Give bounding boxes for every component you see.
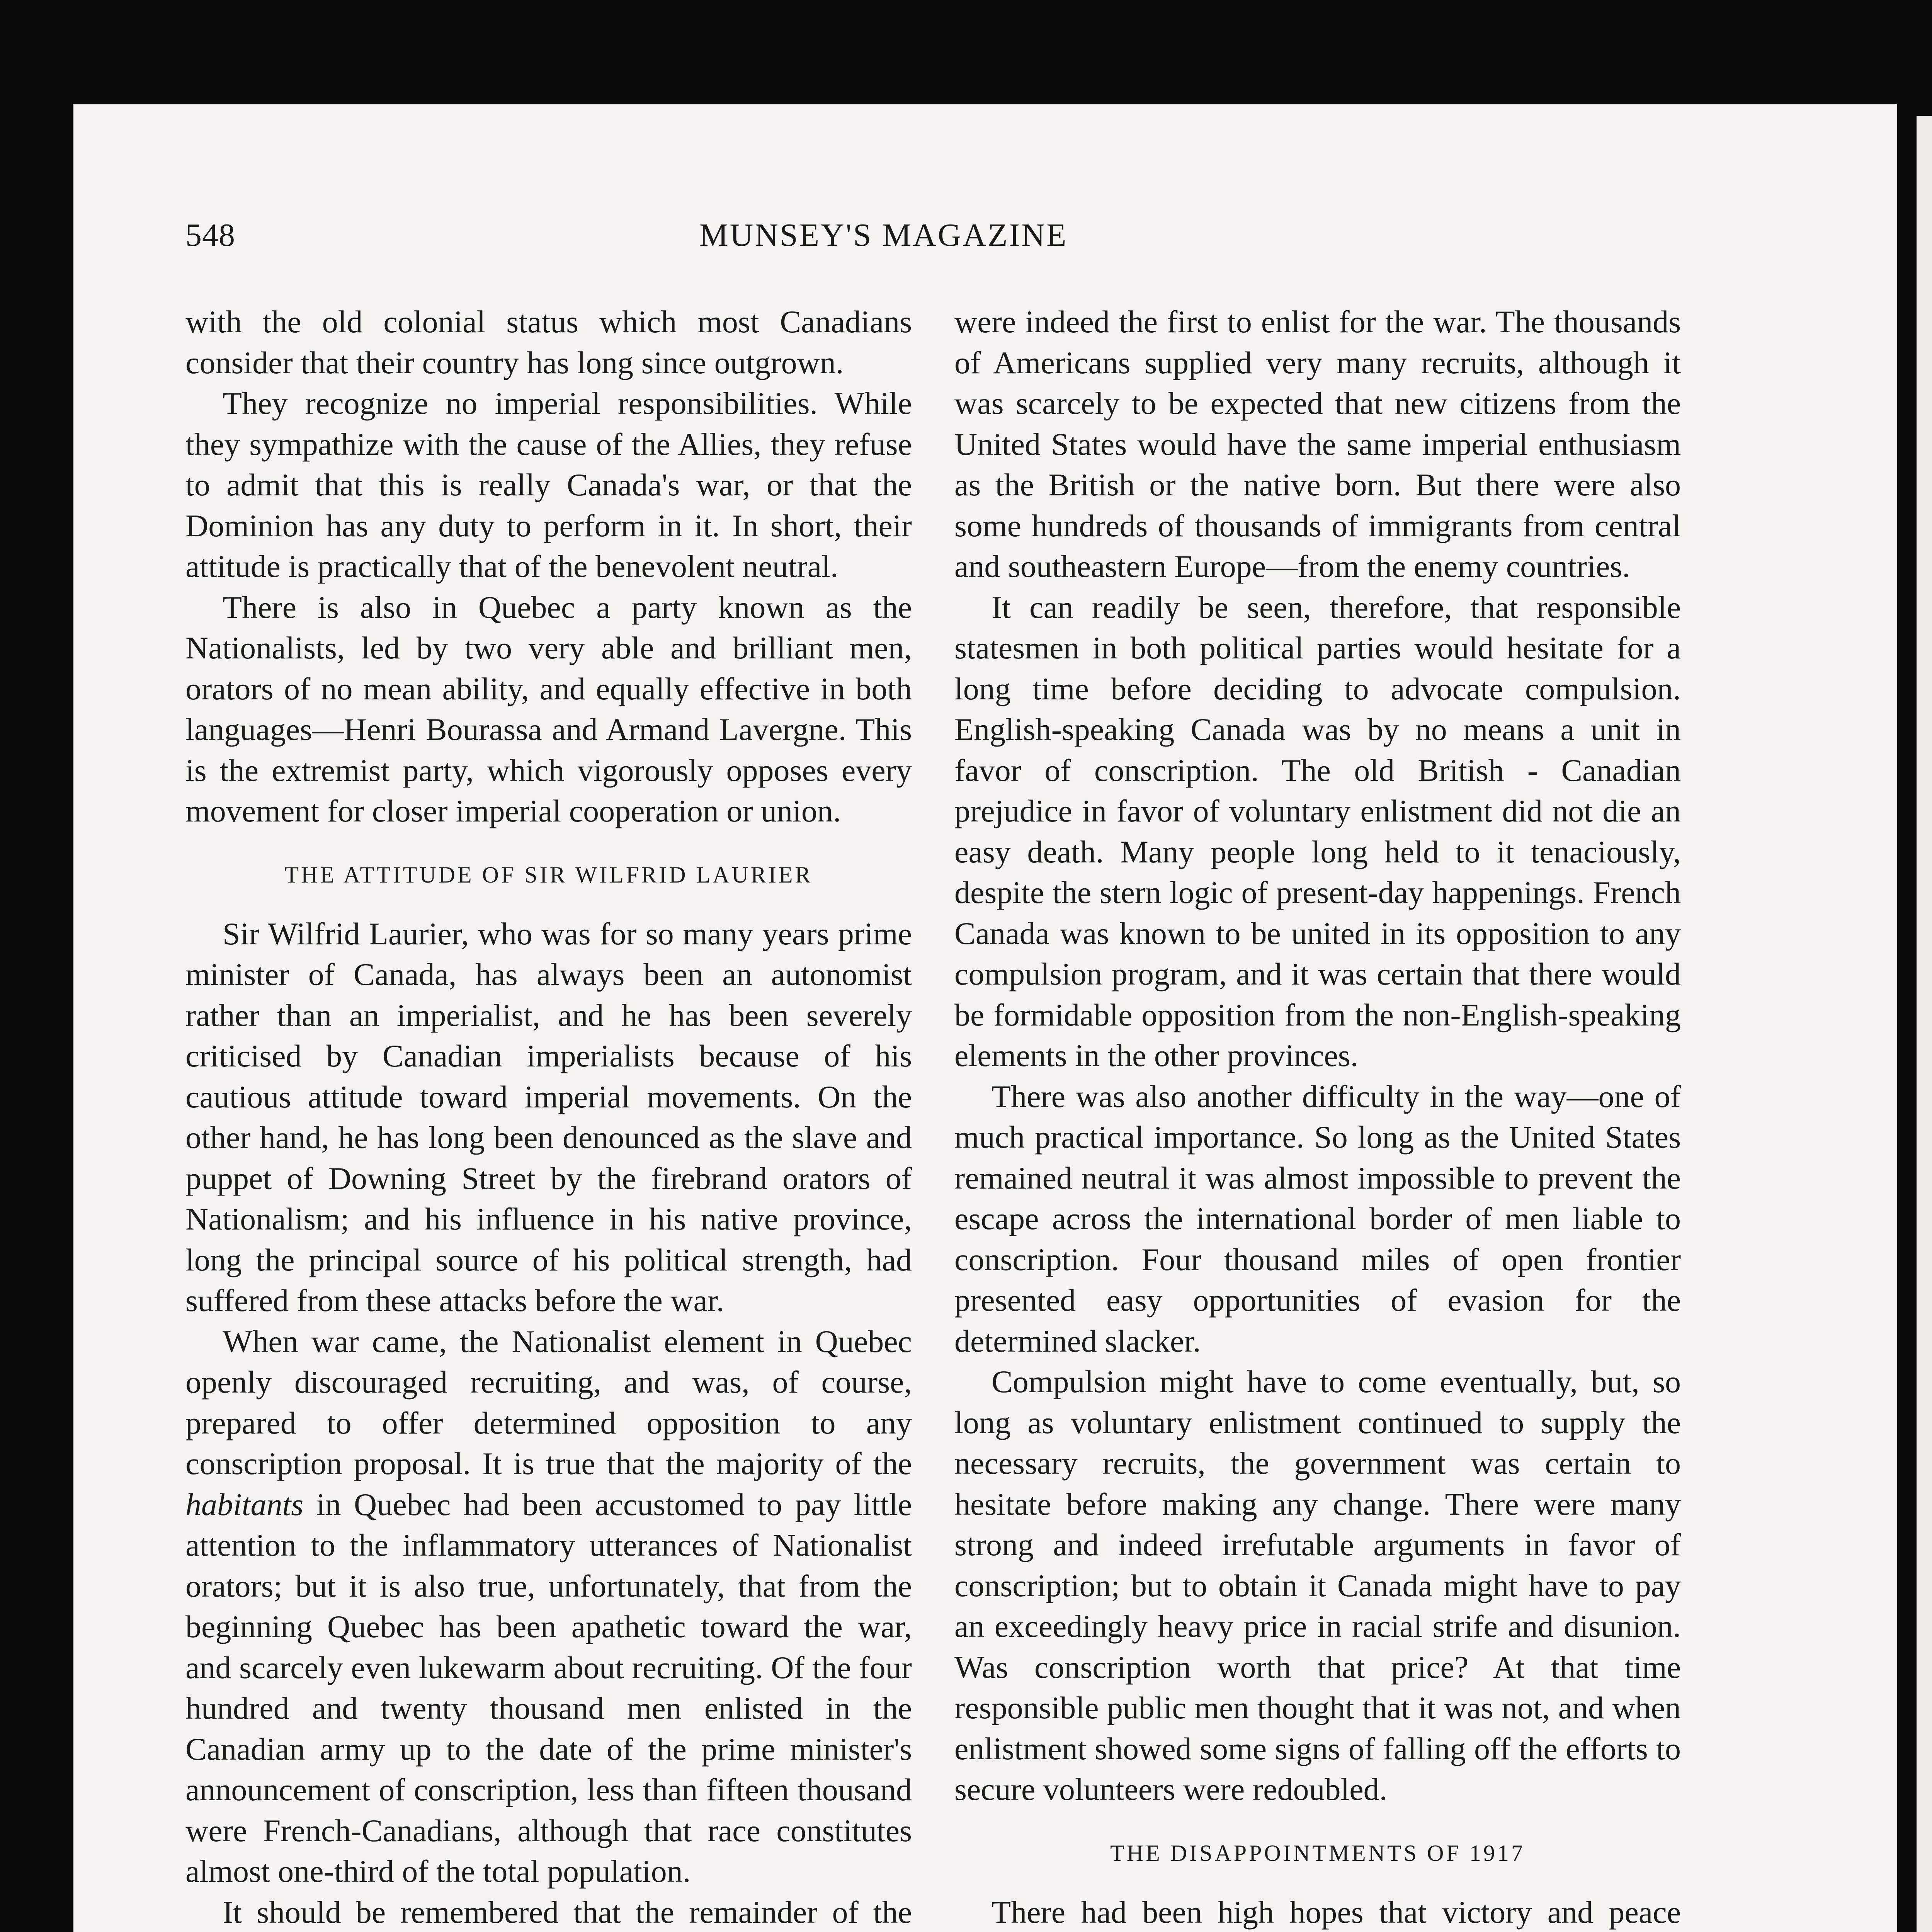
left-column xyxy=(185,301,912,1932)
paragraph xyxy=(185,1321,912,1892)
paragraph-text: in Quebec had been accustomed to pay little attention to the inflammatory utterances of Nationalist orators; but it is also true, unfortunately, that from the beginning Quebec has been apathetic toward the war, and scarcely even lukewarm about recruiting. Of the four hundred and twenty thousand men enlisted in the Canadian army up to the date of the prime minister's announcement of conscription, less than fifteen thousand were French-Canadians, although that race constitutes almost one-third of the total population. xyxy=(185,1486,912,1889)
page-header xyxy=(185,216,1167,263)
paragraph: There had been high hopes that victory and peace xyxy=(992,1894,1681,1930)
paragraph: Sir Wilfrid Laurier, who was for so many years prime minister of Canada, has always been an autonomist rather than an imperialist, and he has been severely criticised by Canadian imperialists because of his cautious attitude toward imperial movements. On the other hand, he has long been denounced as the slave and puppet of Downing Street by the firebrand orators of Nationalism; and his influence in his native province, long the principal source of his political strength, had suffered from these attacks before the war. xyxy=(185,916,912,1318)
adjacent-page-edge xyxy=(1917,116,1932,1932)
paragraph: were indeed the first to enlist for the war. The thousands of Americans supplied very many recruits, although it was scarcely to be expected that new citizens from the United States would have the same imperial enthusiasm as the British or the native born. But there were also some hundreds of thousands of immigrants from central and southeastern Europe—from the enemy countries. xyxy=(954,304,1681,584)
paragraph: It should be remembered that the remainder of the xyxy=(223,1894,912,1930)
paragraph: Compulsion might have to come eventually, but, so long as voluntary enlistment continued to supply the necessary recruits, the government was certain to hesitate before making any change. There were many strong and indeed irrefutable arguments in favor of conscription; but to obtain it Canada might have to pay an exceedingly heavy price in racial strife and disunion. Was conscription worth that price? At that time responsible public men thought that it was not, and when enlistment showed some signs of falling off the efforts to secure volunteers were redoubled. xyxy=(954,1364,1681,1807)
paragraph: with the old colonial status which most Canadians consider that their country has long since outgrown. xyxy=(185,304,912,380)
page-number: 548 xyxy=(185,217,235,253)
section-heading: THE ATTITUDE OF SIR WILFRID LAURIER xyxy=(284,862,813,888)
paragraph: They recognize no imperial responsibilities. While they sympathize with the cause of the Allies, they refuse to admit that this is really Canada's war, or that the Dominion has any duty to perform in it. In short, their attitude is practically that of the benevolent neutral. xyxy=(185,386,912,584)
italic-term: habitants xyxy=(185,1486,304,1522)
running-title: MUNSEY'S MAGAZINE xyxy=(699,217,1068,253)
paragraph: It can readily be seen, therefore, that responsible statesmen in both political parties would hesitate for a long time before deciding to advocate compulsion. English-speaking Canada was by no means a unit in favor of conscription. The old British - Canadian prejudice in favor of voluntary enlistment did not die an easy death. Many people long held to it tenaciously, despite the stern logic of present-day happenings. French Canada was known to be united in its opposition to any compulsion program, and it was certain that there would be formidable opposition from the non-English-speaking elements in the other provinces. xyxy=(954,589,1681,1073)
section-heading: THE DISAPPOINTMENTS OF 1917 xyxy=(1110,1840,1525,1866)
paragraph: There is also in Quebec a party known as the Nationalists, led by two very able and brilliant men, orators of no mean ability, and equally effective in both languages—Henri Bourassa and Armand Lavergne. This is the extremist party, which vigorously opposes every movement for closer imperial cooperation or union. xyxy=(185,589,912,828)
paragraph-text: When war came, the Nationalist element in Quebec openly discouraged recruiting, and was, of course, prepared to offer determined opposition to any conscription proposal. It is true that the majority of the xyxy=(185,1323,912,1481)
right-column xyxy=(954,301,1681,1932)
paragraph: There was also another difficulty in the way—one of much practical importance. So long as the United States remained neutral it was almost impossible to prevent the escape across the international border of men liable to conscription. Four thousand miles of open frontier presented easy opportunities of evasion for the determined slacker. xyxy=(954,1078,1681,1359)
